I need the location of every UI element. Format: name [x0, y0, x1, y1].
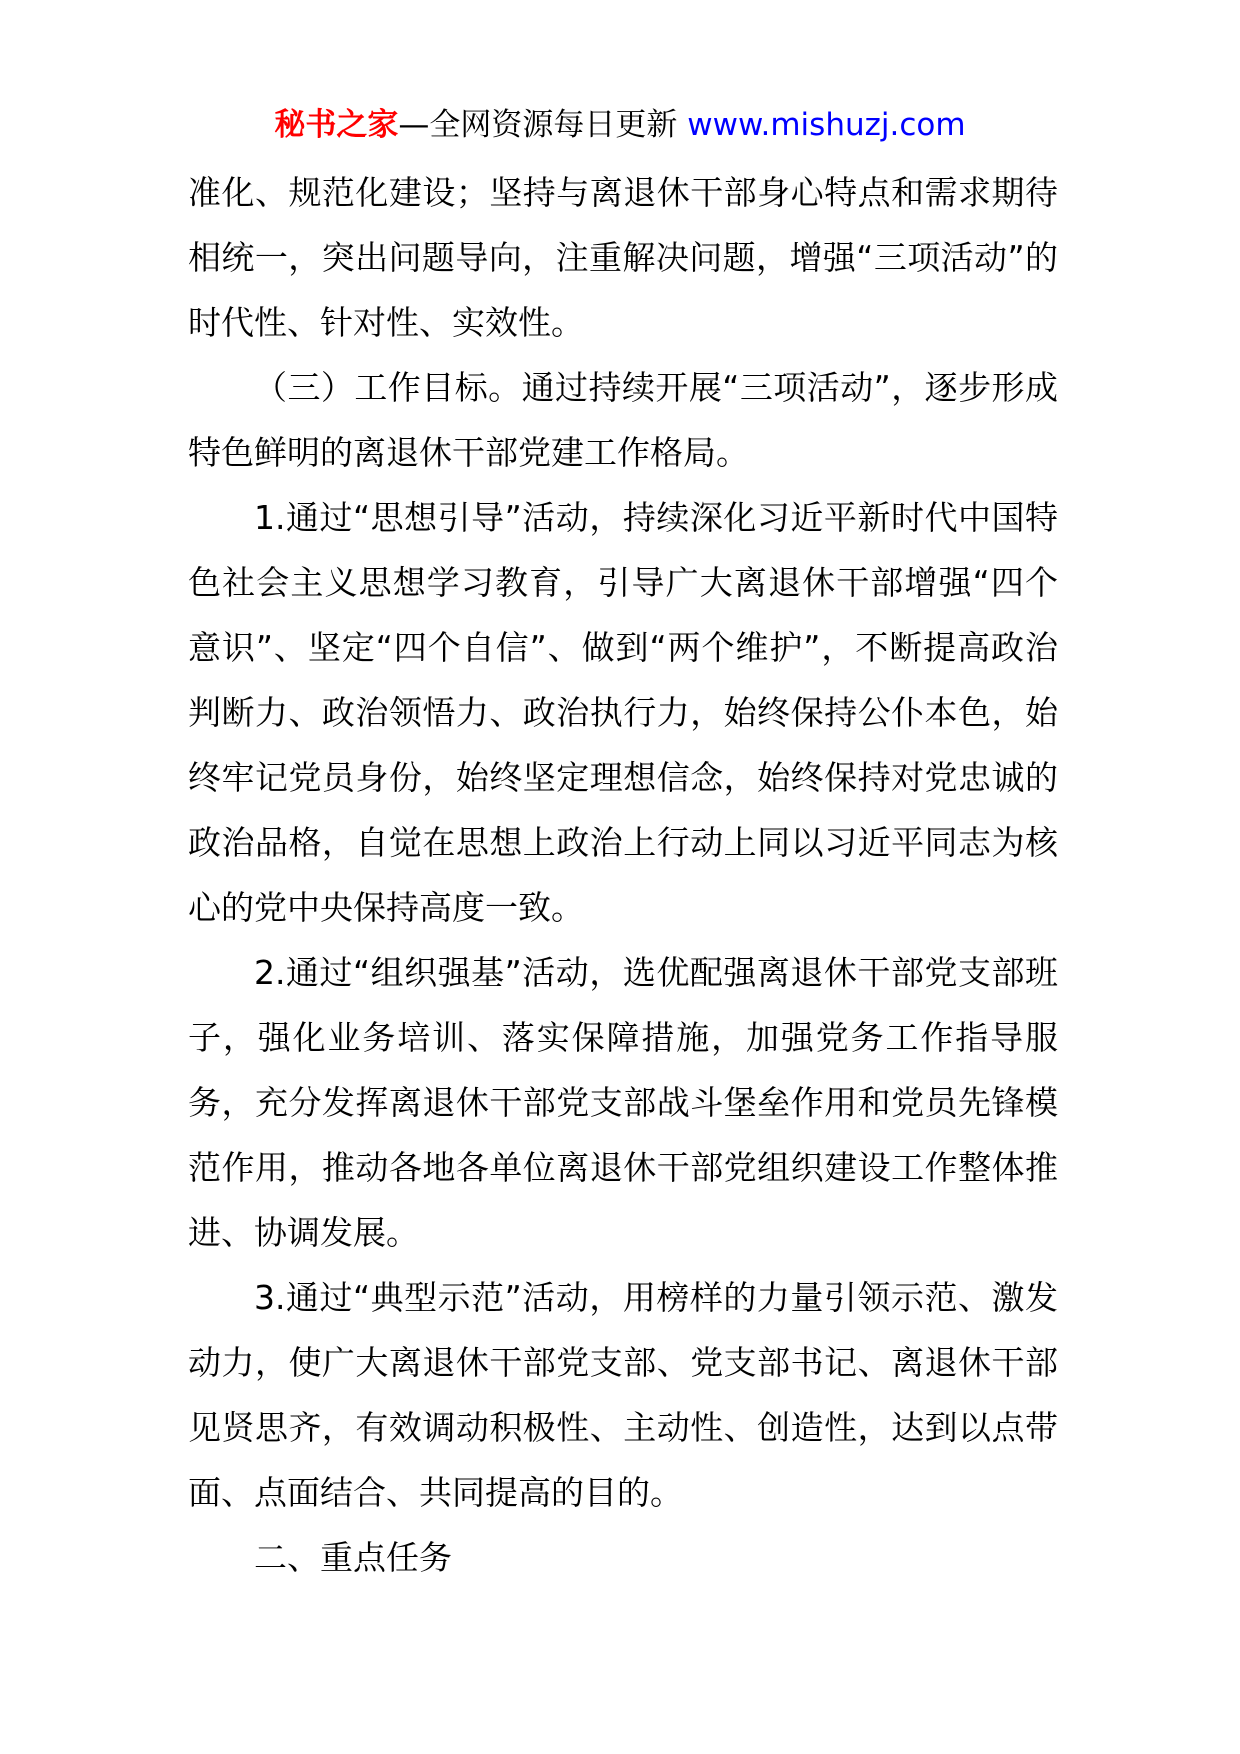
- paragraph-continuation: 准化、规范化建设；坚持与离退休干部身心特点和需求期待相统一，突出问题导向，注重解决问题，增强“三项活动”的时代性、针对性、实效性。: [188, 173, 1058, 342]
- paragraph-goal-1: 1.通过“思想引导”活动，持续深化习近平新时代中国特色社会主义思想学习教育，引导广大离退休干部增强“四个意识”、坚定“四个自信”、做到“两个维护”，不断提高政治判断力、政治领悟力、政治执行力，始终保持公仆本色，始终牢记党员身份，始终坚定理想信念，始终保持对党忠诚的政治品格，自觉在思想上政治上行动上同以习近平同志为核心的党中央保持高度一致。: [188, 498, 1058, 927]
- document-body: [188, 160, 1058, 1590]
- paragraph-goal-2: 2.通过“组织强基”活动，选优配强离退休干部党支部班子，强化业务培训、落实保障措施，加强党务工作指导服务，充分发挥离退休干部党支部战斗堡垒作用和党员先锋模范作用，推动各地各单位离退休干部党组织建设工作整体推进、协调发展。: [188, 953, 1058, 1252]
- paragraph-work-goals: （三）工作目标。通过持续开展“三项活动”，逐步形成特色鲜明的离退休干部党建工作格局。: [188, 368, 1058, 472]
- section-heading-key-tasks: 二、重点任务: [254, 1538, 452, 1577]
- paragraph-goal-3: 3.通过“典型示范”活动，用榜样的力量引领示范、激发动力，使广大离退休干部党支部、党支部书记、离退休干部见贤思齐，有效调动积极性、主动性、创造性，达到以点带面、点面结合、共同提高的目的。: [188, 1278, 1058, 1512]
- header-tagline: —全网资源每日更新: [398, 107, 688, 143]
- header-brand: 秘书之家: [274, 107, 399, 143]
- page-header: [0, 100, 1240, 150]
- header-site-url: www.mishuzj.com: [687, 107, 966, 143]
